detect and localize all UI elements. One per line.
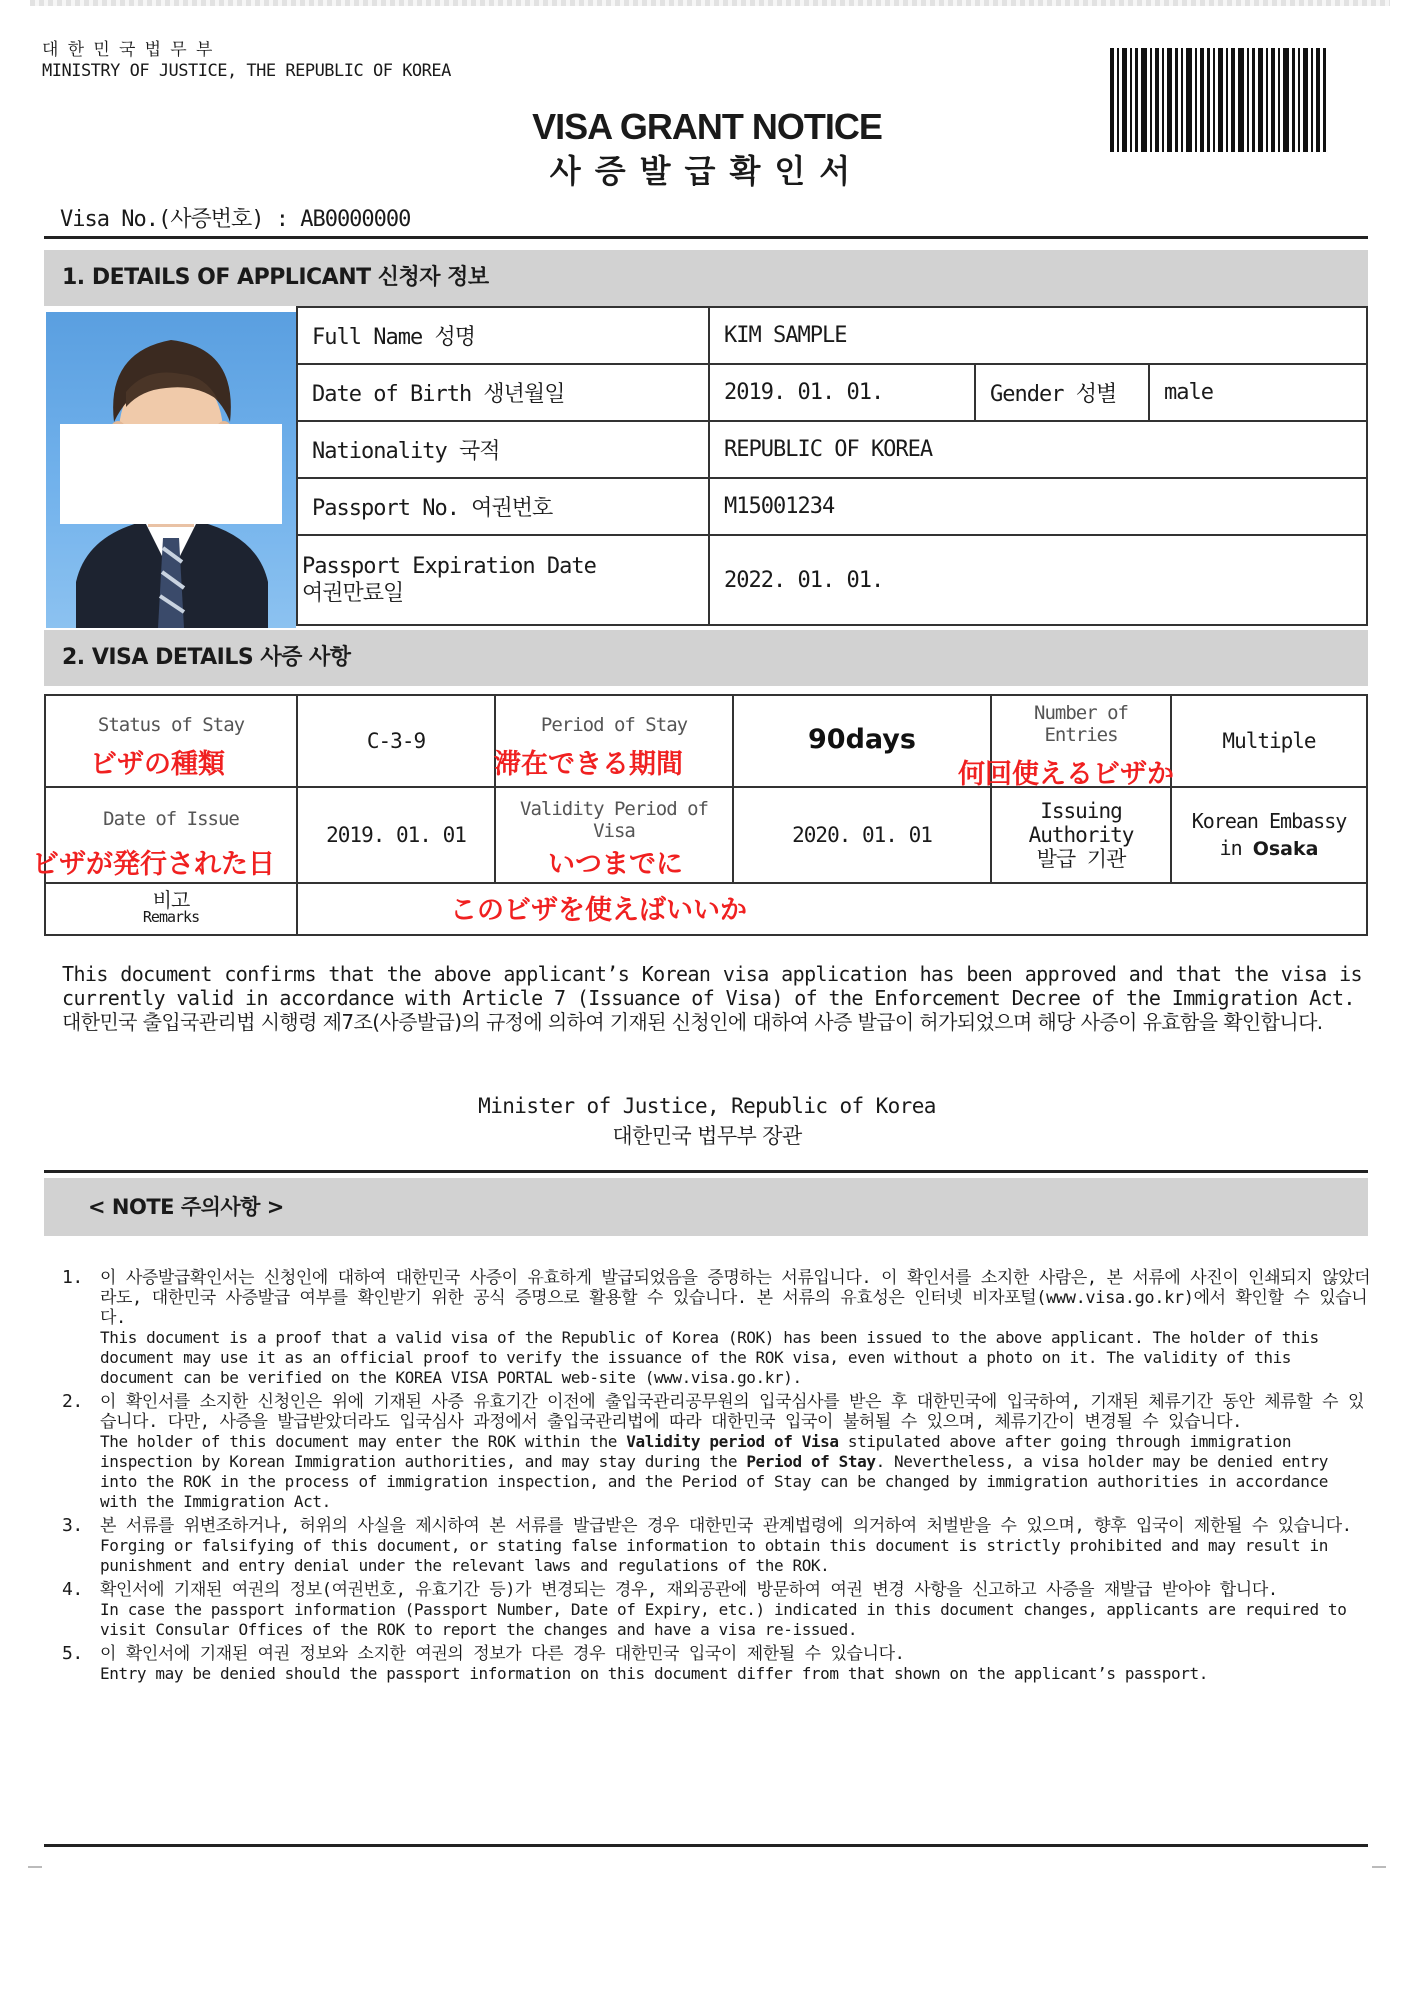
ministry-en: MINISTRY OF JUSTICE, THE REPUBLIC OF KOREA [42,61,451,81]
entries-label: Number of Entries [991,695,1171,787]
period-value [733,695,991,787]
title-ko: 사증발급확인서 [549,152,865,190]
title-en: VISA GRANT NOTICE [532,106,882,147]
issue-label: Date of Issue [45,787,297,883]
notes-list [62,1268,1372,1688]
remarks-label-ko: 비고 [152,888,190,912]
nationality-value: REPUBLIC OF KOREA [709,421,1367,478]
annotation-period: 滞在できる期間 [494,749,683,780]
authority-value [1171,787,1367,883]
notes-heading: < NOTE 주의사항 > [44,1178,1368,1236]
visa-no-label: Visa No.(사증번호) : [60,207,288,232]
remarks-label-en: Remarks [142,908,200,926]
note-en: In case the passport information (Passport Number, Date of Expiry, etc.) indicated in this document changes, applicants are required to visit Consular Offices of the ROK to report the changes and have a visa re-issued. [100,1600,1347,1639]
full-name-value: KIM SAMPLE [709,307,1367,364]
issue-value: 2019. 01. 01 [297,787,495,883]
applicant-photo [46,312,296,628]
authority-label [991,787,1171,883]
statement-en: This document confirms that the above applicant’s Korean visa application has been approved and that the visa is currently valid in accordance with Article 7 (Issuance of Visa) of the Enforcement Decree of the Immigration Act. [62,962,1362,1010]
note-ko: 이 확인서를 소지한 신청인은 위에 기재된 사증 유효기간 이전에 출입국관리공무원의 입국심사를 받은 후 대한민국에 입국하여, 기재된 체류기간 동안 체류할 수 있습니다. 다만, 사증을 발급받았더라도 입국심사 과정에서 출입국관리법에 따라 대한민국 입국이 불허될 수 있으며, 체류기간이 변경될 수 있습니다. [100,1392,1364,1432]
note-en-part: stipulated above after going through immigration inspection by Korean Immigration authorities, and may stay during the [100,1432,1292,1471]
note-en: Forging or falsifying of this document, or stating false information to obtain this document is strictly prohibited and may result in punishment and entry denial under the relevant laws and regulations of the ROK. [100,1536,1328,1575]
redaction-box [60,424,282,524]
status-label: Status of Stay [45,695,297,787]
note-en: Entry may be denied should the passport information on this document differ from that shown on the applicant’s passport. [100,1664,1208,1683]
authority-label-ko: 발급 기관 [1036,847,1126,871]
annotation-issue: ビザが発行された日 [32,849,275,880]
divider [44,236,1368,239]
note-en-part: . Nevertheless, a visa holder may be denied entry into the ROK in the process of immigration inspection, and the Period of Stay can be changed by immigration authorities in accordance with the Immigration Act. [100,1452,1328,1511]
note-en-part: The holder of this document may enter the ROK within the [100,1432,627,1451]
note-ko: 확인서에 기재된 여권의 정보(여권번호, 유효기간 등)가 변경되는 경우, 재외공관에 방문하여 여권 변경 사항을 신고하고 사증을 재발급 받아야 합니다. [100,1580,1278,1600]
status-value: C-3-9 [297,695,495,787]
passport-no-value: M15001234 [709,478,1367,535]
dob-label: Date of Birth 생년월일 [297,364,709,421]
ministry-ko: 대 한 민 국 법 무 부 [42,40,212,60]
passport-exp-label [297,535,709,625]
signer-ko: 대한민국 법무부 장관 [612,1124,802,1148]
note-number: 3. [62,1515,83,1536]
note-number: 4. [62,1579,83,1600]
note-en [100,1432,1372,1512]
passport-exp-label-en: Passport Expiration Date [302,554,596,579]
statement-ko: 대한민국 출입국관리법 시행령 제7조(사증발급)의 규정에 의하여 기재된 신청인에 대하여 사증 발급이 허가되었으며 해당 사증이 유효함을 확인합니다. [62,1010,1323,1034]
annotation-validity-2: このビザを使えばいいか [450,895,747,926]
note-ko: 본 서류를 위변조하거나, 허위의 사실을 제시하여 본 서류를 발급받은 경우 대한민국 관계법령에 의거하여 처벌받을 수 있으며, 향후 입국이 제한될 수 있습니다. [100,1516,1352,1536]
gender-value: male [1149,364,1367,421]
section2-heading: 2. VISA DETAILS 사증 사항 [44,630,1368,686]
passport-no-label: Passport No. 여권번호 [297,478,709,535]
period-label: Period of Stay [495,695,733,787]
nationality-label: Nationality 국적 [297,421,709,478]
period-value-text: 90days [808,724,916,755]
ministry-header [42,40,451,82]
passport-exp-label-ko: 여권만료일 [302,581,404,606]
remarks-label [45,883,297,935]
gender-label: Gender 성별 [975,364,1149,421]
annotation-status: ビザの種類 [90,749,225,780]
note-item [62,1268,1372,1388]
applicant-table [296,306,1368,626]
note-item [62,1392,1372,1512]
validity-label: Validity Period of Visa [495,787,733,883]
divider [44,1170,1368,1173]
top-edge [30,0,1390,6]
validity-value: 2020. 01. 01 [733,787,991,883]
note-item [62,1516,1372,1576]
authority-value-prefix: Korean Embassy in [1191,808,1347,860]
annotation-entries: 何回使えるビザか [958,759,1174,790]
note-en-bold: Period of Stay [746,1452,876,1471]
full-name-label: Full Name 성명 [297,307,709,364]
signer-en: Minister of Justice, Republic of Korea [478,1094,936,1118]
note-ko: 이 확인서에 기재된 여권 정보와 소지한 여권의 정보가 다른 경우 대한민국 입국이 제한될 수 있습니다. [100,1644,905,1664]
passport-exp-value: 2022. 01. 01. [709,535,1367,625]
entries-value: Multiple [1171,695,1367,787]
note-ko: 이 사증발급확인서는 신청인에 대하여 대한민국 사증이 유효하게 발급되었음을 증명하는 서류입니다. 이 확인서를 소지한 사람은, 본 서류에 사진이 인쇄되지 않았더라도, 대한민국 사증발급 여부를 확인받기 위한 공식 증명으로 활용할 수 있습니다. 본 서류의 유효성은 인터넷 비자포털(www.visa.go.kr)에서 확인할 수 있습니다. [100,1268,1371,1328]
note-number: 1. [62,1267,83,1288]
bottom-divider [44,1844,1368,1847]
crop-mark [28,1866,42,1868]
note-item [62,1580,1372,1640]
authority-value-city: Osaka [1252,837,1319,860]
note-en-bold: Validity period of Visa [626,1432,839,1451]
dob-value: 2019. 01. 01. [709,364,975,421]
note-en: This document is a proof that a valid visa of the Republic of Korea (ROK) has been issued to the above applicant. The holder of this document may use it as an official proof to verify the issuance of the ROK visa, even without a photo on it. The validity of this document can be verified on the KOREA VISA PORTAL web-site (www.visa.go.kr). [100,1328,1319,1387]
annotation-validity: いつまでに [548,849,683,880]
visa-no-value: AB0000000 [300,207,411,232]
authority-label-en: Issuing Authority [1028,799,1134,847]
visa-number [60,202,410,233]
statement [62,962,1362,1034]
note-number: 2. [62,1391,83,1412]
section1-heading: 1. DETAILS OF APPLICANT 신청자 정보 [44,250,1368,306]
crop-mark [1372,1866,1386,1868]
note-item [62,1644,1372,1684]
note-number: 5. [62,1643,83,1664]
